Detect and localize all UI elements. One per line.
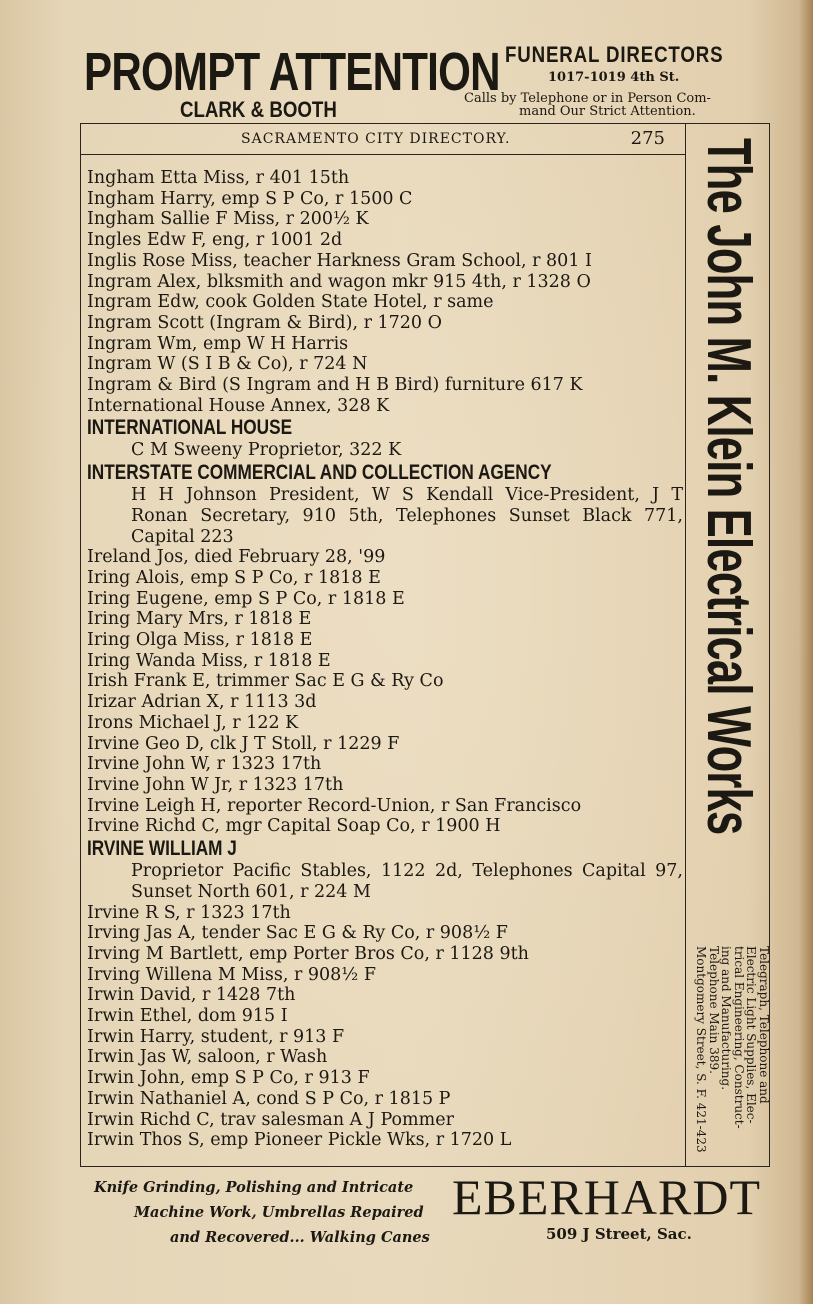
ad-firm-name: CLARK & BOOTH [180, 97, 337, 122]
side-ad-line: Telegraph, Telephone and [757, 946, 771, 1104]
bottom-advertisement [80, 1167, 770, 1257]
directory-entry: Irwin Nathaniel A, cond S P Co, r 1815 P [87, 1088, 451, 1109]
side-ad-name-text: The John M. Klein Electrical Works [694, 138, 763, 835]
business-heading: INTERSTATE COMMERCIAL AND COLLECTION AGENCY [87, 461, 552, 485]
directory-entry: Irwin Ethel, dom 915 I [87, 1006, 288, 1027]
directory-entry: Irons Michael J, r 122 K [87, 712, 299, 733]
side-ad-line: ing and Manufacturing. [719, 946, 734, 1091]
directory-entry: Ingham Harry, emp S P Co, r 1500 C [87, 188, 413, 209]
directory-entry: Irving Jas A, tender Sac E G & Ry Co, r 908½ F [87, 923, 508, 944]
directory-entry: Irwin Harry, student, r 913 F [87, 1026, 345, 1047]
ad-address: 1017-1019 4th St. [548, 70, 680, 85]
bottom-ad-services [94, 1175, 430, 1250]
directory-entry: Irvine Richd C, mgr Capital Soap Co, r 1900 H [87, 816, 501, 837]
directory-entry: Iring Wanda Miss, r 1818 E [87, 650, 331, 671]
directory-entry: Irwin Richd C, trav salesman A J Pommer [87, 1109, 454, 1130]
directory-entry: Irvine John W Jr, r 1323 17th [87, 774, 344, 795]
bottom-ad-line-1: Knife Grinding, Polishing and Intricate [94, 1179, 414, 1196]
ad-calls-line-1: Calls by Telephone or in Person Com- [464, 91, 711, 106]
business-details: Proprietor Pacific Stables, 1122 2d, Telephones Capital 97, Sunset North 601, r 224 M [131, 861, 683, 902]
page-edge-shadow [799, 0, 813, 1304]
directory-entry: Irvine Geo D, clk J T Stoll, r 1229 F [87, 733, 400, 754]
directory-entry: Iring Alois, emp S P Co, r 1818 E [87, 567, 381, 588]
directory-entry: Iring Mary Mrs, r 1818 E [87, 609, 312, 630]
side-ad-line: Montgomery Street, S. F. 421-423 [694, 946, 709, 1153]
directory-entry: Irvine Leigh H, reporter Record-Union, r San Francisco [87, 795, 582, 816]
bottom-ad-address: 509 J Street, Sac. [546, 1225, 692, 1243]
directory-entry: Ingham Sallie F Miss, r 200½ K [87, 209, 369, 230]
top-advertisement [80, 38, 770, 124]
directory-entry: Ingram Edw, cook Golden State Hotel, r same [87, 292, 494, 313]
business-heading: IRVINE WILLIAM J [87, 837, 237, 861]
directory-entry: Irving Willena M Miss, r 908½ F [87, 964, 376, 985]
side-ad-line: Electric Light Supplies, Elec- [744, 946, 759, 1124]
bottom-ad-name: EBERHARDT [452, 1169, 761, 1225]
side-ad-line: Telephone Main 389. [707, 946, 721, 1074]
directory-entry: Irving M Bartlett, emp Porter Bros Co, r 1128 9th [87, 943, 529, 964]
directory-entry: Irwin Thos S, emp Pioneer Pickle Wks, r 1720 L [87, 1130, 512, 1151]
directory-entry: Irwin John, emp S P Co, r 913 F [87, 1068, 370, 1089]
ad-calls-line-2: mand Our Strict Attention. [519, 104, 696, 119]
page-number: 275 [630, 128, 665, 149]
business-heading: INTERNATIONAL HOUSE [87, 416, 293, 440]
business-details: C M Sweeny Proprietor, 322 K [131, 440, 402, 461]
directory-entry: Iring Eugene, emp S P Co, r 1818 E [87, 588, 405, 609]
side-ad-details [696, 946, 770, 1158]
directory-entry: Irwin David, r 1428 7th [87, 985, 296, 1006]
directory-frame [80, 123, 686, 1167]
running-header [81, 124, 685, 155]
directory-entries [87, 168, 683, 1151]
directory-title: SACRAMENTO CITY DIRECTORY. [241, 131, 511, 147]
directory-entry: Ingham Etta Miss, r 401 15th [87, 168, 350, 188]
ad-calls-text [464, 92, 764, 118]
directory-entry: Irvine R S, r 1323 17th [87, 902, 291, 923]
directory-entry: Irish Frank E, trimmer Sac E G & Ry Co [87, 671, 444, 692]
directory-entry: Ingram Alex, blksmith and wagon mkr 915 4th, r 1328 O [87, 271, 591, 292]
business-details: H H Johnson President, W S Kendall Vice-President, J T Ronan Secretary, 910 5th, Telephones Sunset Black 771, Capital 223 [131, 485, 683, 547]
directory-entry: Ingram W (S I B & Co), r 724 N [87, 354, 368, 375]
directory-entry: International House Annex, 328 K [87, 395, 390, 416]
directory-entry: Irizar Adrian X, r 1113 3d [87, 692, 317, 713]
directory-entry: Ireland Jos, died February 28, '99 [87, 547, 386, 568]
bottom-ad-line-3: and Recovered... Walking Canes [170, 1229, 430, 1246]
side-ad-name [691, 138, 765, 918]
directory-entry: Ingram Wm, emp W H Harris [87, 333, 349, 354]
directory-entry: Irvine John W, r 1323 17th [87, 754, 322, 775]
bottom-ad-line-2: Machine Work, Umbrellas Repaired [134, 1204, 424, 1221]
directory-entry: Ingram Scott (Ingram & Bird), r 1720 O [87, 312, 442, 333]
directory-entry: Ingram & Bird (S Ingram and H B Bird) furniture 617 K [87, 375, 583, 396]
directory-entry: Irwin Jas W, saloon, r Wash [87, 1047, 328, 1068]
side-advertisement [686, 123, 770, 1167]
ad-headline: PROMPT ATTENTION [84, 42, 500, 102]
directory-entry: Ingles Edw F, eng, r 1001 2d [87, 230, 343, 251]
ad-business-title: FUNERAL DIRECTORS [505, 42, 724, 67]
directory-entry: Iring Olga Miss, r 1818 E [87, 630, 313, 651]
directory-entry: Inglis Rose Miss, teacher Harkness Gram School, r 801 I [87, 250, 592, 271]
side-ad-line: trical Engineering, Construct- [732, 946, 746, 1129]
